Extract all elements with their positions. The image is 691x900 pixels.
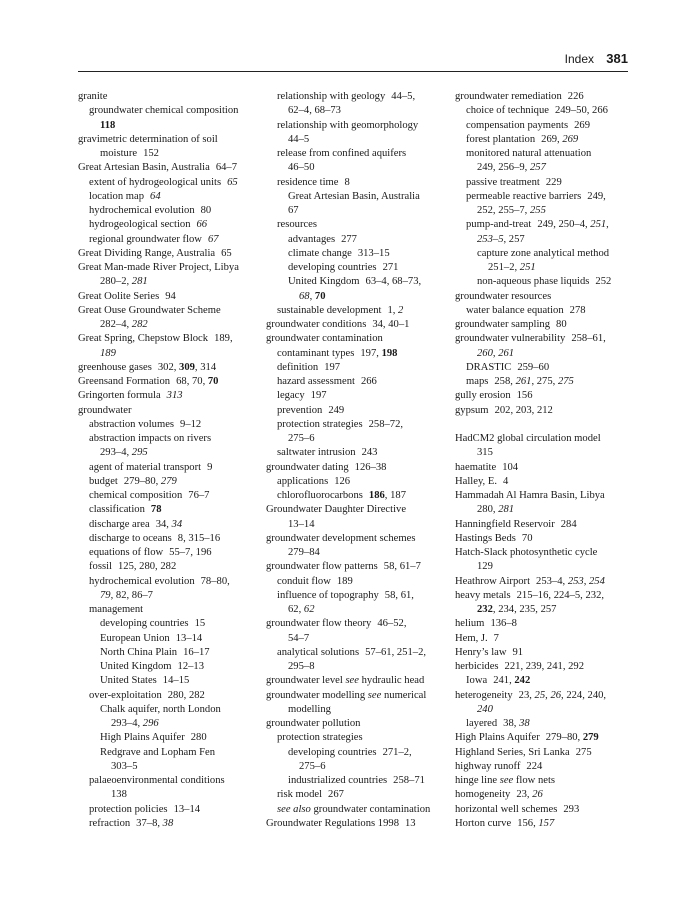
index-subentry: hazard assessment 266 bbox=[277, 376, 377, 387]
index-subentry: resources bbox=[277, 219, 318, 231]
index-subentry: release from confined aquifers bbox=[277, 148, 407, 159]
index-subentry: relationship with geomorphology bbox=[277, 119, 419, 131]
index-subentry: equations of flow 55–7, 196 bbox=[89, 547, 212, 558]
index-subentry: industrialized countries 258–71 bbox=[288, 775, 425, 786]
index-subentry: United Kingdom 63–4, 68–73, bbox=[288, 276, 422, 288]
index-subentry: passive treatment 229 bbox=[466, 176, 562, 188]
index-entry: helium 136–8 bbox=[455, 618, 517, 630]
index-entry: Great Man-made River Project, Libya bbox=[78, 262, 239, 273]
index-subentry: refraction 37–8, 38 bbox=[89, 817, 174, 829]
index-subentry: modelling bbox=[288, 703, 331, 715]
index-entry: Horton curve 156, 157 bbox=[455, 817, 555, 829]
index-subentry: analytical solutions 57–61, 251–2, bbox=[277, 646, 427, 658]
index-entry: Greensand Formation 68, 70, 70 bbox=[78, 376, 219, 387]
index-subentry: discharge to oceans 8, 315–16 bbox=[89, 532, 221, 544]
index-entry: groundwater bbox=[78, 404, 132, 416]
index-entry: groundwater vulnerability 258–61, bbox=[455, 333, 606, 345]
index-subentry: Chalk aquifer, north London bbox=[100, 703, 221, 715]
index-entry: Hem, J. 7 bbox=[455, 632, 499, 644]
index-subentry: 280, 281 bbox=[477, 504, 515, 516]
index-subentry: climate change 313–15 bbox=[288, 247, 390, 259]
index-entry: Hammadah Al Hamra Basin, Libya bbox=[455, 490, 605, 501]
index-subentry: extent of hydrogeological units 65 bbox=[89, 176, 238, 188]
index-column-1 bbox=[78, 90, 253, 831]
index-subentry: hydrochemical evolution 80 bbox=[89, 205, 212, 216]
index-subentry: hydrogeological section 66 bbox=[89, 219, 208, 231]
index-subentry: contaminant types 197, 198 bbox=[277, 347, 398, 359]
index-subentry: saltwater intrusion 243 bbox=[277, 447, 378, 459]
index-column-2 bbox=[266, 90, 444, 831]
index-subentry: Redgrave and Lopham Fen bbox=[100, 746, 216, 758]
index-entry: Great Oolite Series 94 bbox=[78, 290, 176, 302]
index-entry: groundwater level see hydraulic head bbox=[266, 675, 425, 687]
index-column-3 bbox=[455, 90, 630, 831]
index-subentry: relationship with geology 44–5, bbox=[277, 91, 416, 102]
index-subentry: residence time 8 bbox=[277, 176, 350, 188]
index-subentry: non-aqueous phase liquids 252 bbox=[477, 276, 612, 288]
index-subentry: 260, 261 bbox=[477, 347, 515, 359]
index-entry: homogeneity 23, 26 bbox=[455, 789, 543, 801]
index-entry: groundwater pollution bbox=[266, 718, 361, 729]
index-entry: groundwater flow patterns 58, 61–7 bbox=[266, 561, 421, 573]
index-subentry: DRASTIC 259–60 bbox=[466, 361, 550, 373]
index-subentry: protection strategies 258–72, bbox=[277, 418, 404, 430]
index-subentry: chemical composition 76–7 bbox=[89, 490, 210, 501]
index-subentry: 189 bbox=[100, 347, 116, 359]
index-subentry: 249, 256–9, 257 bbox=[477, 162, 546, 174]
index-subentry: capture zone analytical method bbox=[477, 247, 610, 259]
index-entry: Hastings Beds 70 bbox=[455, 532, 533, 544]
index-entry: groundwater resources bbox=[455, 290, 552, 302]
index-subentry: applications 126 bbox=[277, 475, 351, 487]
index-subentry: 138 bbox=[111, 789, 127, 801]
index-subentry: sustainable development 1, 2 bbox=[277, 304, 404, 316]
index-subentry: 44–5 bbox=[288, 133, 310, 145]
index-subentry: agent of material transport 9 bbox=[89, 461, 213, 473]
index-subentry: 68, 70 bbox=[299, 290, 326, 302]
index-subentry: 293–4, 296 bbox=[111, 718, 159, 729]
index-subentry: 275–6 bbox=[299, 760, 326, 772]
index-subentry: 295–8 bbox=[288, 661, 315, 672]
index-entry: Great Ouse Groundwater Scheme bbox=[78, 304, 221, 316]
index-subentry: definition 197 bbox=[277, 361, 341, 373]
index-subentry: influence of topography 58, 61, bbox=[277, 589, 414, 601]
index-subentry: permeable reactive barriers 249, bbox=[466, 190, 606, 202]
index-subentry: hydrochemical evolution 78–80, bbox=[89, 575, 230, 587]
index-entry: granite bbox=[78, 91, 108, 102]
index-subentry: prevention 249 bbox=[277, 404, 345, 416]
index-subentry: groundwater chemical composition bbox=[89, 105, 239, 117]
index-subentry: chlorofluorocarbons 186, 187 bbox=[277, 490, 406, 501]
index-subentry: protection strategies bbox=[277, 732, 363, 744]
index-entry: Gringorten formula 313 bbox=[78, 390, 183, 402]
index-entry: Groundwater Regulations 1998 13 bbox=[266, 817, 416, 829]
index-subentry: regional groundwater flow 67 bbox=[89, 233, 219, 245]
index-subentry: compensation payments 269 bbox=[466, 119, 590, 131]
index-entry: herbicides 221, 239, 241, 292 bbox=[455, 661, 584, 672]
index-subentry: 13–14 bbox=[288, 518, 315, 530]
index-subentry: 118 bbox=[100, 119, 116, 131]
index-subentry: budget 279–80, 279 bbox=[89, 475, 177, 487]
index-entry: High Plains Aquifer 279–80, 279 bbox=[455, 732, 599, 744]
index-subentry: developing countries 271–2, bbox=[288, 746, 412, 758]
index-entry: gravimetric determination of soil bbox=[78, 133, 218, 145]
index-subentry: see also groundwater contamination bbox=[277, 803, 431, 815]
index-section-gap bbox=[455, 418, 630, 432]
index-entry: groundwater conditions 34, 40–1 bbox=[266, 319, 410, 330]
index-subentry: 279–84 bbox=[288, 547, 320, 558]
index-subentry: palaeoenvironmental conditions bbox=[89, 775, 225, 786]
index-subentry: monitored natural attenuation bbox=[466, 148, 592, 159]
index-entry: groundwater remediation 226 bbox=[455, 91, 584, 102]
index-subentry: 252, 255–7, 255 bbox=[477, 205, 546, 216]
index-entry: groundwater sampling 80 bbox=[455, 319, 567, 330]
index-entry: greenhouse gases 302, 309, 314 bbox=[78, 361, 217, 373]
index-entry: groundwater contamination bbox=[266, 333, 383, 345]
index-subentry: advantages 277 bbox=[288, 233, 357, 245]
index-subentry: abstraction impacts on rivers bbox=[89, 433, 212, 444]
index-subentry: High Plains Aquifer 280 bbox=[100, 732, 207, 744]
index-subentry: risk model 267 bbox=[277, 789, 344, 801]
index-subentry: 303–5 bbox=[111, 760, 138, 772]
index-subentry: conduit flow 189 bbox=[277, 575, 353, 587]
index-subentry: 62–4, 68–73 bbox=[288, 105, 341, 117]
index-entry: Heathrow Airport 253–4, 253, 254 bbox=[455, 575, 605, 587]
index-entry: Highland Series, Sri Lanka 275 bbox=[455, 746, 592, 758]
running-header bbox=[78, 47, 628, 72]
index-subentry: developing countries 271 bbox=[288, 262, 399, 273]
index-entry: Great Artesian Basin, Australia 64–7 bbox=[78, 162, 237, 174]
index-subentry: 46–50 bbox=[288, 162, 315, 174]
index-entry: heterogeneity 23, 25, 26, 224, 240, bbox=[455, 689, 607, 701]
index-subentry: 79, 82, 86–7 bbox=[100, 589, 153, 601]
index-subentry: classification 78 bbox=[89, 504, 162, 516]
index-subentry: legacy 197 bbox=[277, 390, 327, 402]
index-subentry: water balance equation 278 bbox=[466, 304, 586, 316]
index-subentry: management bbox=[89, 604, 144, 615]
index-subentry: 54–7 bbox=[288, 632, 310, 644]
index-subentry: developing countries 15 bbox=[100, 618, 206, 630]
index-subentry: abstraction volumes 9–12 bbox=[89, 418, 202, 430]
index-subentry: 62, 62 bbox=[288, 604, 315, 615]
index-entry: Great Dividing Range, Australia 65 bbox=[78, 247, 232, 259]
index-subentry: North China Plain 16–17 bbox=[100, 646, 210, 658]
index-entry: gypsum 202, 203, 212 bbox=[455, 404, 553, 416]
index-entry: haematite 104 bbox=[455, 461, 519, 473]
index-subentry: 251–2, 251 bbox=[488, 262, 536, 273]
index-entry: horizontal well schemes 293 bbox=[455, 803, 580, 815]
index-subentry: Iowa 241, 242 bbox=[466, 675, 531, 687]
index-subentry: 240 bbox=[477, 703, 493, 715]
index-subentry: European Union 13–14 bbox=[100, 632, 203, 644]
index-subentry: protection policies 13–14 bbox=[89, 803, 201, 815]
index-subentry: 253–5, 257 bbox=[477, 233, 525, 245]
index-subentry: 293–4, 295 bbox=[100, 447, 148, 459]
index-entry: Hatch-Slack photosynthetic cycle bbox=[455, 547, 598, 558]
index-subentry: United Kingdom 12–13 bbox=[100, 661, 204, 672]
index-entry: Hanningfield Reservoir 284 bbox=[455, 518, 577, 530]
index-subentry: 232, 234, 235, 257 bbox=[477, 604, 557, 615]
index-subentry: 275–6 bbox=[288, 433, 315, 444]
index-subentry: discharge area 34, 34 bbox=[89, 518, 183, 530]
index-entry: groundwater development schemes bbox=[266, 532, 416, 544]
index-subentry: layered 38, 38 bbox=[466, 718, 530, 729]
index-subentry: United States 14–15 bbox=[100, 675, 190, 687]
index-subentry: location map 64 bbox=[89, 190, 161, 202]
index-subentry: fossil 125, 280, 282 bbox=[89, 561, 177, 573]
index-entry: Great Spring, Chepstow Block 189, bbox=[78, 333, 233, 345]
index-entry: Groundwater Daughter Directive bbox=[266, 504, 407, 516]
index-entry: HadCM2 global circulation model bbox=[455, 433, 601, 444]
index-entry: highway runoff 224 bbox=[455, 760, 543, 772]
index-subentry: 280–2, 281 bbox=[100, 276, 148, 288]
header-section-title: Index bbox=[564, 52, 594, 66]
index-entry: groundwater flow theory 46–52, bbox=[266, 618, 407, 630]
index-entry: groundwater dating 126–38 bbox=[266, 461, 387, 473]
page-number: 381 bbox=[606, 51, 628, 66]
index-subentry: 315 bbox=[477, 447, 493, 459]
index-subentry: 129 bbox=[477, 561, 493, 573]
index-subentry: 282–4, 282 bbox=[100, 319, 148, 330]
index-subentry: forest plantation 269, 269 bbox=[466, 133, 579, 145]
index-subentry: 67 bbox=[288, 205, 299, 216]
index-entry: heavy metals 215–16, 224–5, 232, bbox=[455, 589, 605, 601]
index-subentry: Great Artesian Basin, Australia bbox=[288, 190, 420, 202]
index-subentry: pump-and-treat 249, 250–4, 251, bbox=[466, 219, 609, 231]
index-subentry: moisture 152 bbox=[100, 148, 159, 159]
index-subentry: choice of technique 249–50, 266 bbox=[466, 105, 608, 117]
index-subentry: maps 258, 261, 275, 275 bbox=[466, 376, 574, 387]
index-entry: Henry’s law 91 bbox=[455, 646, 524, 658]
index-subentry: over-exploitation 280, 282 bbox=[89, 689, 205, 701]
index-entry: gully erosion 156 bbox=[455, 390, 533, 402]
index-entry: hinge line see flow nets bbox=[455, 775, 556, 786]
index-entry: Halley, E. 4 bbox=[455, 475, 509, 487]
index-entry: groundwater modelling see numerical bbox=[266, 689, 427, 701]
